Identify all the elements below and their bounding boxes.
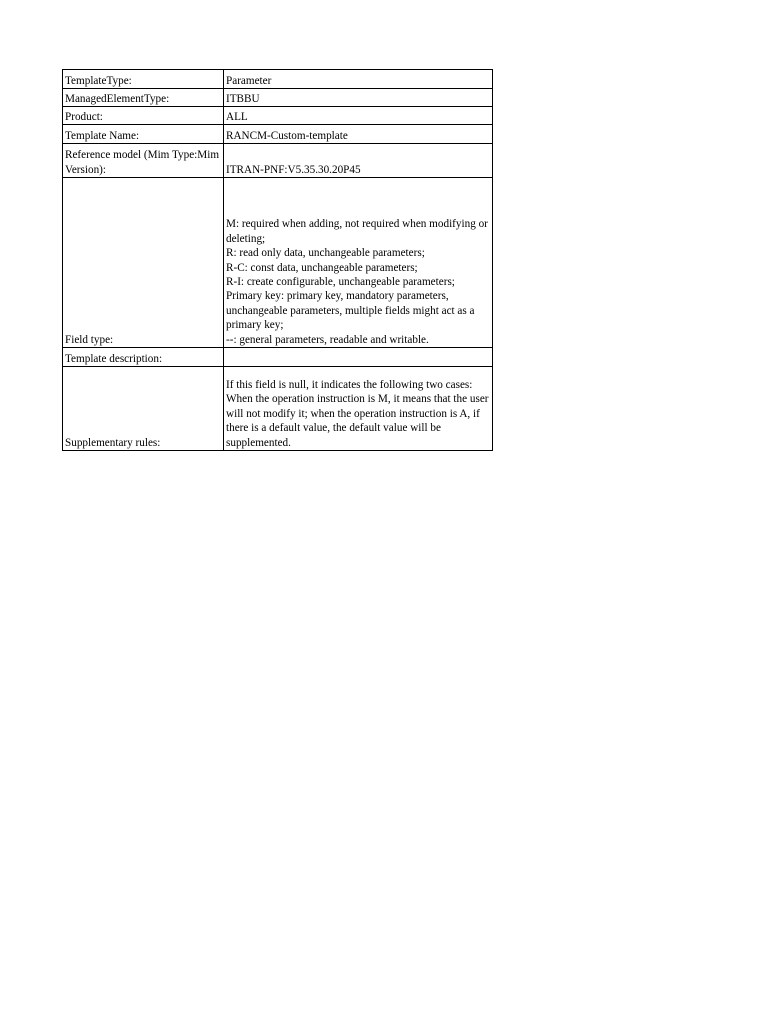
field-type-line: R-C: const data, unchangeable parameters; — [226, 261, 418, 274]
label-cell: ManagedElementType: — [63, 89, 224, 107]
label-cell: Product: — [63, 107, 224, 125]
table-row — [63, 89, 493, 107]
field-type-list — [226, 217, 491, 347]
value-cell — [224, 348, 493, 367]
table-row — [63, 70, 493, 89]
field-type-line: R: read only data, unchangeable parameters; — [226, 247, 425, 260]
table-row — [63, 367, 493, 451]
field-type-line: Primary key: primary key, mandatory parameters, unchangeable parameters, multiple fields might act as a primary key; — [226, 290, 475, 332]
table-row — [63, 348, 493, 367]
value-cell: RANCM-Custom-template — [224, 125, 493, 144]
label-cell: TemplateType: — [63, 70, 224, 89]
table-row — [63, 107, 493, 125]
label-cell: Supplementary rules: — [63, 367, 224, 451]
value-cell: ITBBU — [224, 89, 493, 107]
table-row — [63, 144, 493, 178]
label-cell: Field type: — [63, 178, 224, 348]
value-cell — [224, 178, 493, 348]
label-cell: Reference model (Mim Type:Mim Version): — [63, 144, 224, 178]
value-cell: Parameter — [224, 70, 493, 89]
table-row — [63, 125, 493, 144]
label-cell: Template Name: — [63, 125, 224, 144]
field-type-line: R-I: create configurable, unchangeable parameters; — [226, 275, 455, 288]
label-cell: Template description: — [63, 348, 224, 367]
template-info-table — [62, 69, 493, 451]
value-cell: ALL — [224, 107, 493, 125]
value-cell: ITRAN-PNF:V5.35.30.20P45 — [224, 144, 493, 178]
table-row — [63, 178, 493, 348]
field-type-line: --: general parameters, readable and writable. — [226, 333, 429, 346]
field-type-line: M: required when adding, not required when modifying or deleting; — [226, 218, 488, 245]
value-cell: If this field is null, it indicates the following two cases: When the operation instruction is M, it means that the user will not modify it; when the operation instruction is A, if there is a default value, the default value will be supplemented. — [224, 367, 493, 451]
